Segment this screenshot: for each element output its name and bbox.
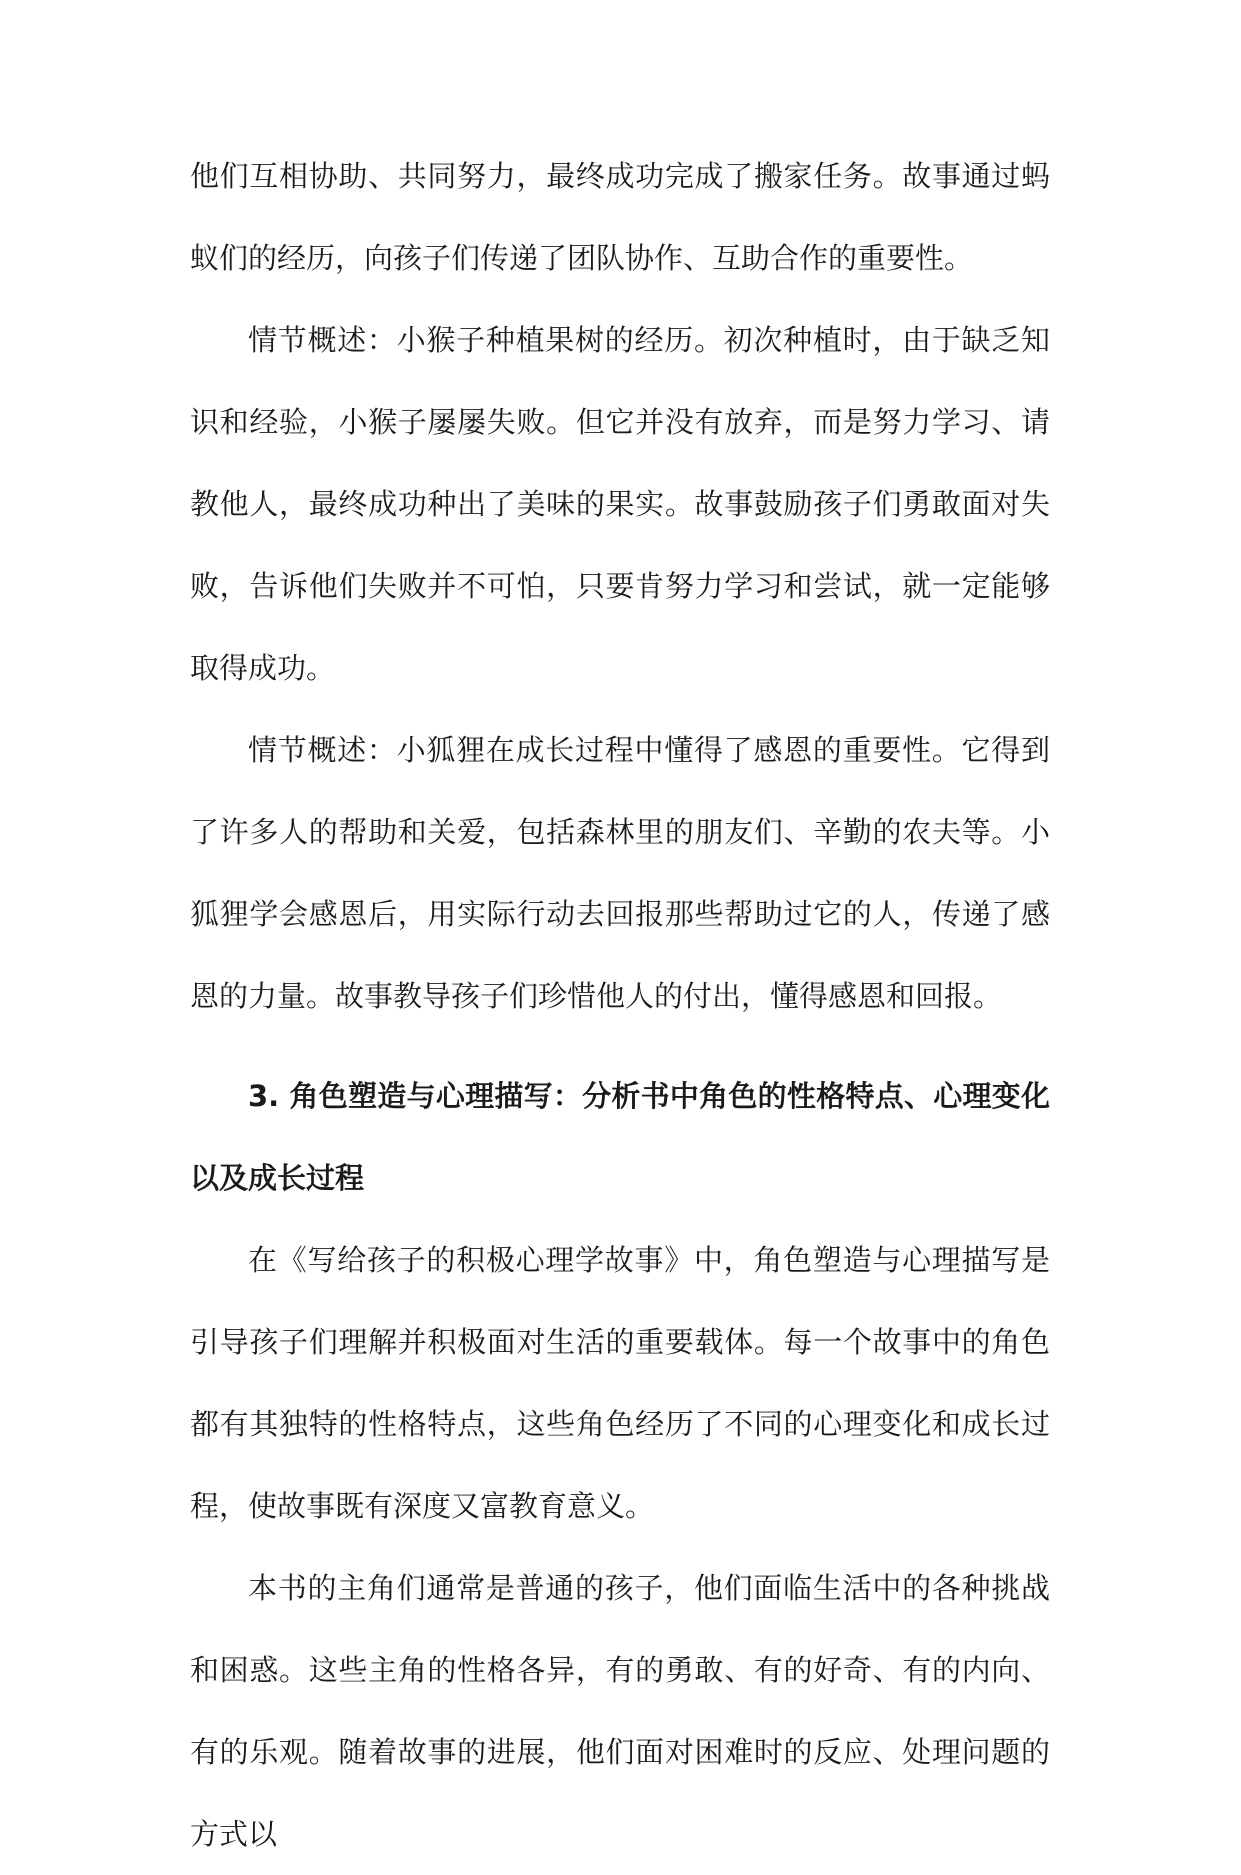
paragraph-character-intro: 在《写给孩子的积极心理学故事》中，角色塑造与心理描写是引导孩子们理解并积极面对生活的重要载体。每一个故事中的角色都有其独特的性格特点，这些角色经历了不同的心理变化和成长过程，使故事既有深度又富教育意义。 — [190, 1243, 1050, 1523]
paragraph-monkey-story: 情节概述：小猴子种植果树的经历。初次种植时，由于缺乏知识和经验，小猴子屡屡失败。但它并没有放弃，而是努力学习、请教他人，最终成功种出了美味的果实。故事鼓励孩子们勇敢面对失败，告诉他们失败并不可怕，只要肯努力学习和尝试，就一定能够取得成功。 — [190, 323, 1050, 685]
paragraph-fox-story: 情节概述：小狐狸在成长过程中懂得了感恩的重要性。它得到了许多人的帮助和关爱，包括森林里的朋友们、辛勤的农夫等。小狐狸学会感恩后，用实际行动去回报那些帮助过它的人，传递了感恩的力量。故事教导孩子们珍惜他人的付出，懂得感恩和回报。 — [190, 733, 1050, 1013]
document-body — [190, 135, 1050, 1875]
paragraph-ant-story-ending: 他们互相协助、共同努力，最终成功完成了搬家任务。故事通过蚂蚁们的经历，向孩子们传递了团队协作、互助合作的重要性。 — [190, 159, 1050, 275]
paragraph-protagonists: 本书的主角们通常是普通的孩子，他们面临生活中的各种挑战和困惑。这些主角的性格各异，有的勇敢、有的好奇、有的内向、有的乐观。随着故事的进展，他们面对困难时的反应、处理问题的方式以 — [190, 1571, 1050, 1851]
section-heading: 3. 角色塑造与心理描写：分析书中角色的性格特点、心理变化以及成长过程 — [190, 1079, 1050, 1195]
